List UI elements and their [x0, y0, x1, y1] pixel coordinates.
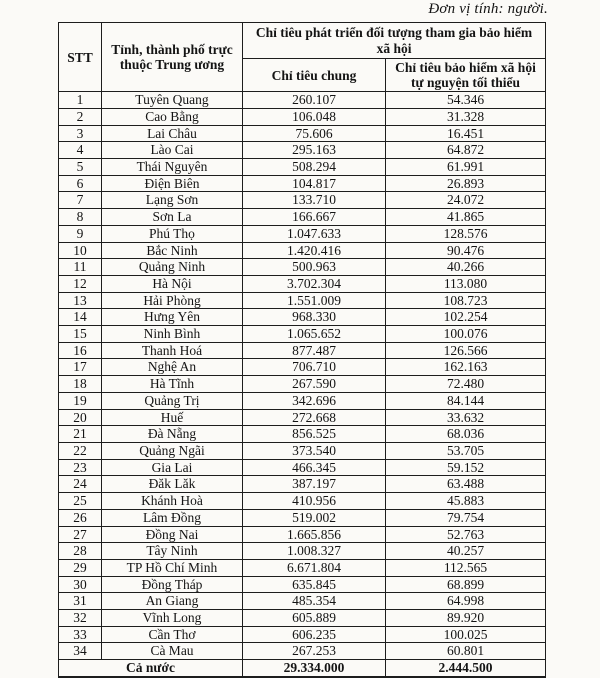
stt-cell: 6 — [59, 175, 102, 192]
province-cell: Hải Phòng — [102, 292, 243, 309]
table-row — [59, 476, 546, 493]
stt-cell: 24 — [59, 476, 102, 493]
table-row — [59, 92, 546, 109]
table-row — [59, 643, 546, 660]
general-cell: 1.047.633 — [243, 225, 386, 242]
general-cell: 466.345 — [243, 459, 386, 476]
voluntary-cell: 24.072 — [386, 192, 546, 209]
province-cell: Quảng Trị — [102, 392, 243, 409]
header-stt: STT — [59, 23, 102, 92]
stt-cell: 1 — [59, 92, 102, 109]
province-cell: Gia Lai — [102, 459, 243, 476]
table-row — [59, 376, 546, 393]
stt-cell: 27 — [59, 526, 102, 543]
general-cell: 1.008.327 — [243, 543, 386, 560]
province-cell: Đăk Lăk — [102, 476, 243, 493]
voluntary-cell: 112.565 — [386, 559, 546, 576]
total-row — [59, 660, 546, 677]
province-cell: Đồng Nai — [102, 526, 243, 543]
table-row — [59, 142, 546, 159]
header-voluntary-target: Chỉ tiêu bảo hiểm xã hội tự nguyện tối thiểu — [386, 59, 546, 92]
voluntary-cell: 41.865 — [386, 209, 546, 226]
unit-note: Đơn vị tính: người. — [428, 1, 548, 17]
province-cell: Tuyên Quang — [102, 92, 243, 109]
voluntary-cell: 26.893 — [386, 175, 546, 192]
voluntary-cell: 79.754 — [386, 509, 546, 526]
stt-cell: 33 — [59, 626, 102, 643]
voluntary-cell: 52.763 — [386, 526, 546, 543]
total-label: Cả nước — [59, 660, 243, 677]
table-row — [59, 309, 546, 326]
province-cell: Bắc Ninh — [102, 242, 243, 259]
stt-cell: 21 — [59, 426, 102, 443]
table-row — [59, 442, 546, 459]
voluntary-cell: 128.576 — [386, 225, 546, 242]
voluntary-cell: 31.328 — [386, 108, 546, 125]
table-row — [59, 225, 546, 242]
stt-cell: 2 — [59, 108, 102, 125]
province-cell: Đà Nẵng — [102, 426, 243, 443]
voluntary-cell: 108.723 — [386, 292, 546, 309]
voluntary-cell: 33.632 — [386, 409, 546, 426]
general-cell: 387.197 — [243, 476, 386, 493]
header-province: Tỉnh, thành phố trực thuộc Trung ương — [102, 23, 243, 92]
voluntary-cell: 102.254 — [386, 309, 546, 326]
province-cell: Hưng Yên — [102, 309, 243, 326]
stt-cell: 3 — [59, 125, 102, 142]
province-cell: Lạng Sơn — [102, 192, 243, 209]
province-cell: Cần Thơ — [102, 626, 243, 643]
general-cell: 342.696 — [243, 392, 386, 409]
general-cell: 373.540 — [243, 442, 386, 459]
province-cell: Vĩnh Long — [102, 610, 243, 627]
general-cell: 856.525 — [243, 426, 386, 443]
table-row — [59, 409, 546, 426]
province-cell: Ninh Bình — [102, 326, 243, 343]
table-footer — [59, 660, 546, 677]
table-row — [59, 559, 546, 576]
table-row — [59, 576, 546, 593]
stt-cell: 9 — [59, 225, 102, 242]
table-row — [59, 426, 546, 443]
province-cell: Sơn La — [102, 209, 243, 226]
general-cell: 260.107 — [243, 92, 386, 109]
stt-cell: 12 — [59, 275, 102, 292]
general-cell: 605.889 — [243, 610, 386, 627]
stt-cell: 22 — [59, 442, 102, 459]
table-row — [59, 543, 546, 560]
province-cell: Lào Cai — [102, 142, 243, 159]
table-row — [59, 509, 546, 526]
province-cell: Quảng Ngãi — [102, 442, 243, 459]
table-row — [59, 209, 546, 226]
province-cell: Đồng Tháp — [102, 576, 243, 593]
general-cell: 133.710 — [243, 192, 386, 209]
stt-cell: 16 — [59, 342, 102, 359]
voluntary-cell: 54.346 — [386, 92, 546, 109]
voluntary-cell: 100.076 — [386, 326, 546, 343]
voluntary-cell: 84.144 — [386, 392, 546, 409]
voluntary-cell: 68.899 — [386, 576, 546, 593]
table-row — [59, 292, 546, 309]
stt-cell: 31 — [59, 593, 102, 610]
voluntary-cell: 40.266 — [386, 259, 546, 276]
voluntary-cell: 40.257 — [386, 543, 546, 560]
province-cell: Cao Bằng — [102, 108, 243, 125]
general-cell: 485.354 — [243, 593, 386, 610]
table-row — [59, 626, 546, 643]
stt-cell: 11 — [59, 259, 102, 276]
stt-cell: 25 — [59, 493, 102, 510]
stt-cell: 26 — [59, 509, 102, 526]
general-cell: 606.235 — [243, 626, 386, 643]
voluntary-cell: 64.872 — [386, 142, 546, 159]
general-cell: 1.420.416 — [243, 242, 386, 259]
general-cell: 410.956 — [243, 493, 386, 510]
general-cell: 508.294 — [243, 159, 386, 176]
stt-cell: 4 — [59, 142, 102, 159]
voluntary-cell: 64.998 — [386, 593, 546, 610]
stt-cell: 13 — [59, 292, 102, 309]
province-cell: An Giang — [102, 593, 243, 610]
voluntary-cell: 68.036 — [386, 426, 546, 443]
table-row — [59, 259, 546, 276]
voluntary-cell: 60.801 — [386, 643, 546, 660]
stt-cell: 29 — [59, 559, 102, 576]
province-cell: Lâm Đồng — [102, 509, 243, 526]
table-row — [59, 610, 546, 627]
general-cell: 272.668 — [243, 409, 386, 426]
voluntary-cell: 89.920 — [386, 610, 546, 627]
province-cell: Tây Ninh — [102, 543, 243, 560]
voluntary-cell: 90.476 — [386, 242, 546, 259]
table-row — [59, 108, 546, 125]
table-row — [59, 359, 546, 376]
province-cell: Hà Nội — [102, 275, 243, 292]
general-cell: 500.963 — [243, 259, 386, 276]
table-row — [59, 159, 546, 176]
stt-cell: 18 — [59, 376, 102, 393]
general-cell: 295.163 — [243, 142, 386, 159]
voluntary-cell: 113.080 — [386, 275, 546, 292]
table-row — [59, 242, 546, 259]
voluntary-cell: 16.451 — [386, 125, 546, 142]
general-cell: 968.330 — [243, 309, 386, 326]
stt-cell: 14 — [59, 309, 102, 326]
province-cell: Quảng Ninh — [102, 259, 243, 276]
stt-cell: 5 — [59, 159, 102, 176]
stt-cell: 28 — [59, 543, 102, 560]
stt-cell: 15 — [59, 326, 102, 343]
table-row — [59, 342, 546, 359]
voluntary-cell: 72.480 — [386, 376, 546, 393]
stt-cell: 32 — [59, 610, 102, 627]
general-cell: 3.702.304 — [243, 275, 386, 292]
table-header — [59, 23, 546, 92]
table-row — [59, 275, 546, 292]
table-row — [59, 125, 546, 142]
general-cell: 519.002 — [243, 509, 386, 526]
general-cell: 267.253 — [243, 643, 386, 660]
stt-cell: 23 — [59, 459, 102, 476]
table-body — [59, 92, 546, 660]
general-cell: 6.671.804 — [243, 559, 386, 576]
table-row — [59, 326, 546, 343]
total-voluntary-value: 2.444.500 — [386, 660, 546, 677]
general-cell: 635.845 — [243, 576, 386, 593]
stt-cell: 17 — [59, 359, 102, 376]
province-cell: Hà Tĩnh — [102, 376, 243, 393]
stt-cell: 7 — [59, 192, 102, 209]
voluntary-cell: 45.883 — [386, 493, 546, 510]
province-cell: Nghệ An — [102, 359, 243, 376]
voluntary-cell: 126.566 — [386, 342, 546, 359]
stt-cell: 30 — [59, 576, 102, 593]
general-cell: 1.551.009 — [243, 292, 386, 309]
province-cell: TP Hồ Chí Minh — [102, 559, 243, 576]
general-cell: 75.606 — [243, 125, 386, 142]
voluntary-cell: 100.025 — [386, 626, 546, 643]
header-general-target: Chỉ tiêu chung — [243, 59, 386, 92]
voluntary-cell: 63.488 — [386, 476, 546, 493]
stt-cell: 20 — [59, 409, 102, 426]
header-group: Chỉ tiêu phát triển đối tượng tham gia bảo hiểm xã hội — [243, 23, 546, 59]
province-cell: Khánh Hoà — [102, 493, 243, 510]
province-targets-table — [58, 22, 546, 678]
general-cell: 706.710 — [243, 359, 386, 376]
general-cell: 1.665.856 — [243, 526, 386, 543]
stt-cell: 8 — [59, 209, 102, 226]
table-row — [59, 526, 546, 543]
province-cell: Lai Châu — [102, 125, 243, 142]
province-cell: Phú Thọ — [102, 225, 243, 242]
province-cell: Thanh Hoá — [102, 342, 243, 359]
voluntary-cell: 53.705 — [386, 442, 546, 459]
voluntary-cell: 59.152 — [386, 459, 546, 476]
general-cell: 166.667 — [243, 209, 386, 226]
total-general-value: 29.334.000 — [243, 660, 386, 677]
table-row — [59, 493, 546, 510]
table-row — [59, 593, 546, 610]
province-cell: Cà Mau — [102, 643, 243, 660]
stt-cell: 10 — [59, 242, 102, 259]
province-cell: Điện Biên — [102, 175, 243, 192]
voluntary-cell: 61.991 — [386, 159, 546, 176]
table-row — [59, 192, 546, 209]
table-row — [59, 175, 546, 192]
general-cell: 267.590 — [243, 376, 386, 393]
table-row — [59, 459, 546, 476]
general-cell: 106.048 — [243, 108, 386, 125]
general-cell: 104.817 — [243, 175, 386, 192]
general-cell: 1.065.652 — [243, 326, 386, 343]
province-cell: Thái Nguyên — [102, 159, 243, 176]
stt-cell: 34 — [59, 643, 102, 660]
voluntary-cell: 162.163 — [386, 359, 546, 376]
general-cell: 877.487 — [243, 342, 386, 359]
province-cell: Huế — [102, 409, 243, 426]
stt-cell: 19 — [59, 392, 102, 409]
table-row — [59, 392, 546, 409]
